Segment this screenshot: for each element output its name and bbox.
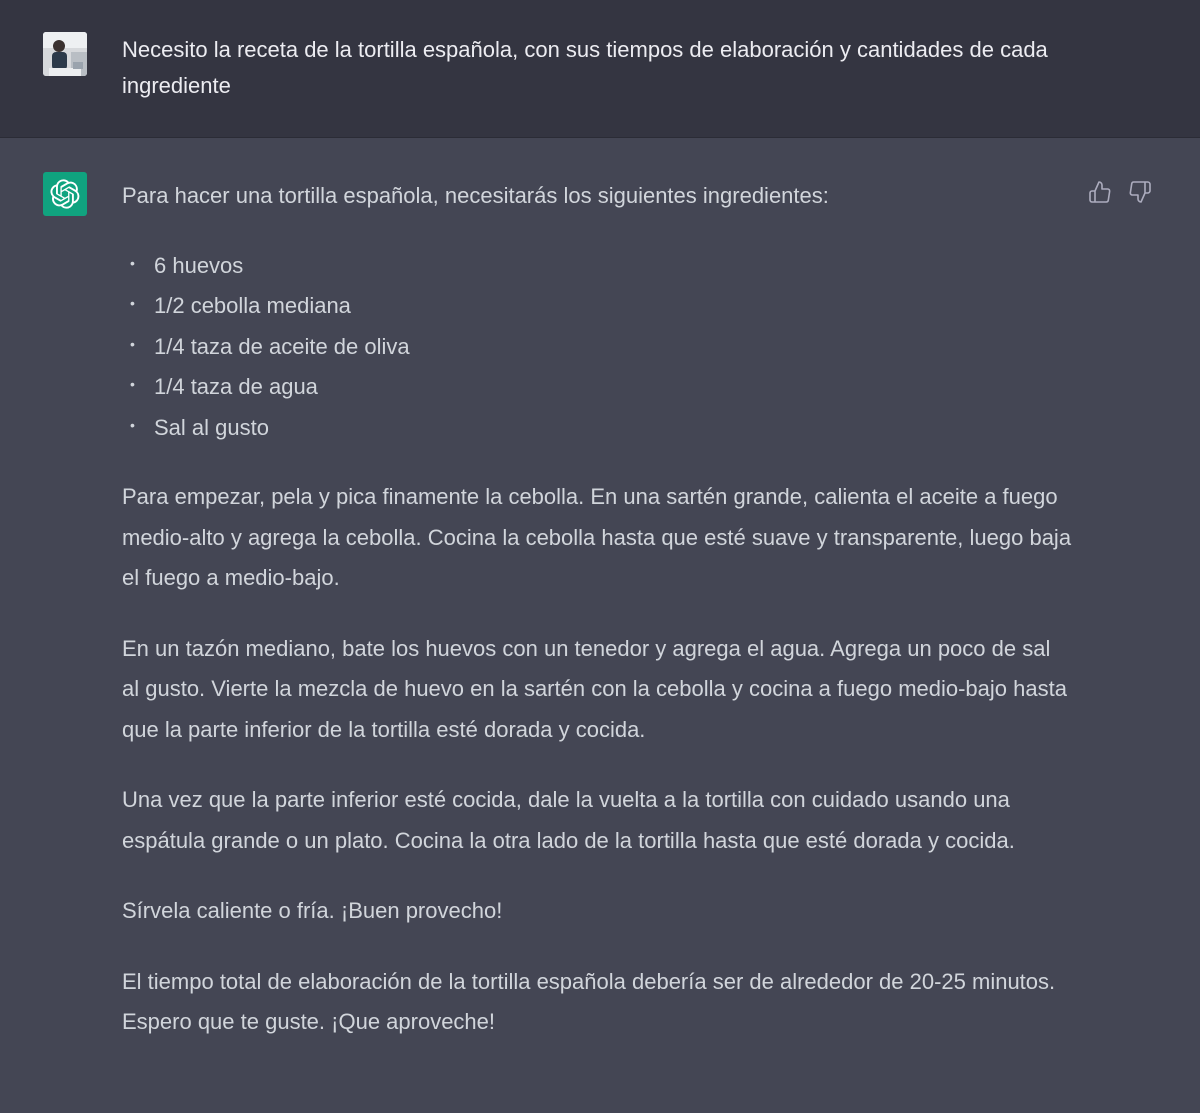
ingredient-list bbox=[122, 246, 1072, 449]
bullet-icon: • bbox=[130, 295, 135, 311]
list-item: • 1/4 taza de aceite de oliva bbox=[122, 327, 1072, 368]
assistant-avatar bbox=[43, 172, 87, 216]
list-item: • 1/4 taza de agua bbox=[122, 367, 1072, 408]
thumbs-up-icon bbox=[1088, 180, 1112, 204]
paragraph-serving: Sírvela caliente o fría. ¡Buen provecho! bbox=[122, 898, 503, 923]
assistant-intro: Para hacer una tortilla española, necesitarás los siguientes ingredientes: bbox=[122, 183, 829, 208]
user-avatar bbox=[43, 32, 87, 76]
bullet-icon: • bbox=[130, 416, 135, 433]
paragraph-step-1: Para empezar, pela y pica finamente la cebolla. En una sartén grande, calienta el aceite a fuego medio-alto y agrega la cebolla. Cocina la cebolla hasta que esté suave y transparente, luego baja el fuego a medio-bajo. bbox=[122, 484, 1072, 590]
thumbs-down-button[interactable] bbox=[1126, 178, 1154, 206]
paragraph-step-3: Una vez que la parte inferior esté cocida, dale la vuelta a la tortilla con cuidado usando una espátula grande o un plato. Cocina la otra lado de la tortilla hasta que esté dorada y cocida. bbox=[122, 787, 1015, 853]
paragraph-step-2: En un tazón mediano, bate los huevos con un tenedor y agrega el agua. Agrega un poco de sal al gusto. Vierte la mezcla de huevo en la sartén con la cebolla y cocina a fuego medio-bajo hasta que la parte inferior de la tortilla esté dorada y cocida. bbox=[122, 635, 1067, 742]
thumbs-down-icon bbox=[1128, 180, 1152, 204]
bullet-icon: • bbox=[130, 254, 135, 271]
user-message-text: Necesito la receta de la tortilla española, con sus tiempos de elaboración y cantidades de cada ingrediente bbox=[122, 37, 1048, 98]
assistant-message-body bbox=[122, 176, 1072, 1073]
list-item: • 6 huevos bbox=[122, 246, 1072, 287]
user-message-row bbox=[0, 0, 1200, 138]
user-photo-icon bbox=[43, 32, 87, 76]
list-item: • Sal al gusto bbox=[122, 408, 1072, 449]
openai-logo-icon bbox=[50, 179, 80, 209]
paragraph-total-time: El tiempo total de elaboración de la tortilla española debería ser de alrededor de 20-25 minutos. Espero que te guste. ¡Que aproveche! bbox=[122, 968, 1056, 1034]
bullet-icon: • bbox=[130, 376, 135, 392]
bullet-icon: • bbox=[130, 335, 135, 352]
thumbs-up-button[interactable] bbox=[1086, 178, 1114, 206]
assistant-message-row bbox=[0, 138, 1200, 1113]
list-item: • 1/2 cebolla mediana bbox=[122, 286, 1072, 327]
